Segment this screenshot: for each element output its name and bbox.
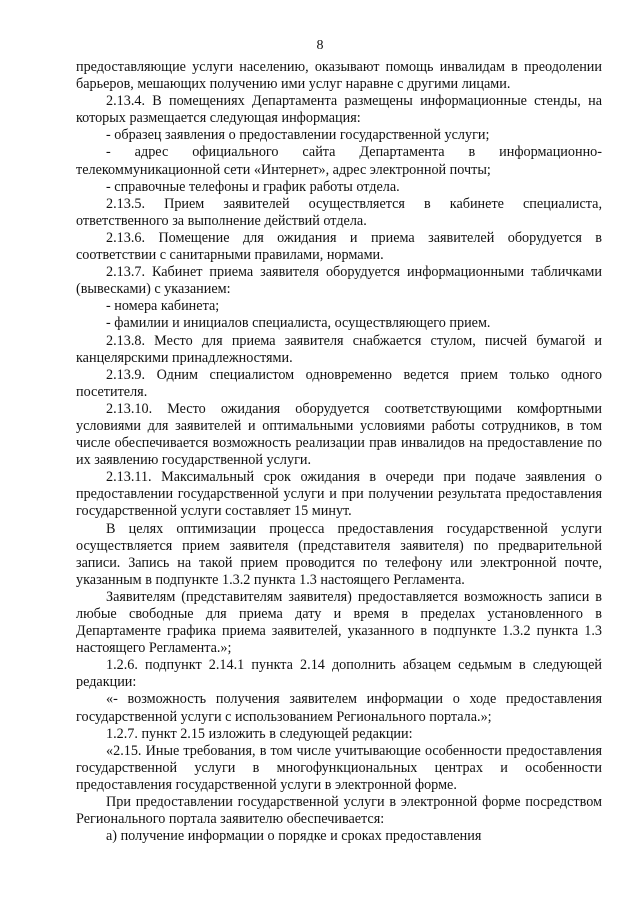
paragraph: 1.2.7. пункт 2.15 изложить в следующей редакции: [106,725,413,742]
document-body [76,59,602,845]
paragraph: 2.13.8. Место для приема заявителя снабжается стулом, писчей бумагой и канцелярскими принадлежностями. [76,332,602,366]
paragraph: 2.13.4. В помещениях Департамента размещены информационные стенды, на которых размещается следующая информация: [76,93,602,127]
paragraph: «- возможность получения заявителем информации о ходе предоставления государственной услуги с использованием Регионального портала.»; [76,691,602,725]
paragraph: В целях оптимизации процесса предоставления государственной услуги осуществляется прием заявителя (представителя заявителя) по предварительной записи. Запись на такой прием проводится по телефону или электронной почте, указанным в подпункте 1.3.2 пункта 1.3 настоящего Регламента. [76,520,602,588]
paragraph: 2.13.9. Одним специалистом одновременно ведется прием только одного посетителя. [76,366,602,400]
list-item: - справочные телефоны и график работы отдела. [106,178,400,195]
paragraph: Заявителям (представителям заявителя) предоставляется возможность записи в любые свободные для приема дату и время в пределах установленного в Департаменте графика приема заявителей, указанного в подпункте 1.3.2 пункта 1.3 настоящего Регламента.»; [76,588,602,657]
paragraph: 2.13.11. Максимальный срок ожидания в очереди при подаче заявления о предоставлении государственной услуги и при получении результата предоставления государственной услуги составляет 15 минут. [76,469,602,520]
paragraph: предоставляющие услуги населению, оказывают помощь инвалидам в преодолении барьеров, мешающих получению ими услуг наравне с другими лицами. [76,59,602,93]
paragraph: 2.13.5. Прием заявителей осуществляется в кабинете специалиста, ответственного за выполнение действий отдела. [76,195,602,229]
paragraph: «2.15. Иные требования, в том числе учитывающие особенности предоставления государственной услуги в многофункциональных центрах и особенности предоставления государственной услуги в электронной форме. [76,742,602,793]
list-item: - образец заявления о предоставлении государственной услуги; [106,127,490,144]
paragraph: При предоставлении государственной услуги в электронной форме посредством Регионального портала заявителю обеспечивается: [76,794,602,828]
list-item: - адрес официального сайта Департамента в информационно-телекоммуникационной сети «Интернет», адрес электронной почты; [76,144,602,178]
paragraph: 1.2.6. подпункт 2.14.1 пункта 2.14 дополнить абзацем седьмым в следующей редакции: [76,657,602,691]
paragraph: 2.13.7. Кабинет приема заявителя оборудуется информационными табличками (вывесками) с указанием: [76,264,602,298]
paragraph: 2.13.6. Помещение для ожидания и приема заявителей оборудуется в соответствии с санитарными правилами, нормами. [76,229,602,264]
list-item: - номера кабинета; [106,298,220,315]
paragraph: 2.13.10. Место ожидания оборудуется соответствующими комфортными условиями для заявителей и оптимальными условиями работы сотрудников, в том числе обеспечивается возможность реализации прав инвалидов на предоставление по их заявлению государственной услуги. [76,400,602,469]
list-item: - фамилии и инициалов специалиста, осуществляющего прием. [106,315,491,332]
page-number: 8 [316,38,324,53]
paragraph: а) получение информации о порядке и сроках предоставления [106,828,482,845]
